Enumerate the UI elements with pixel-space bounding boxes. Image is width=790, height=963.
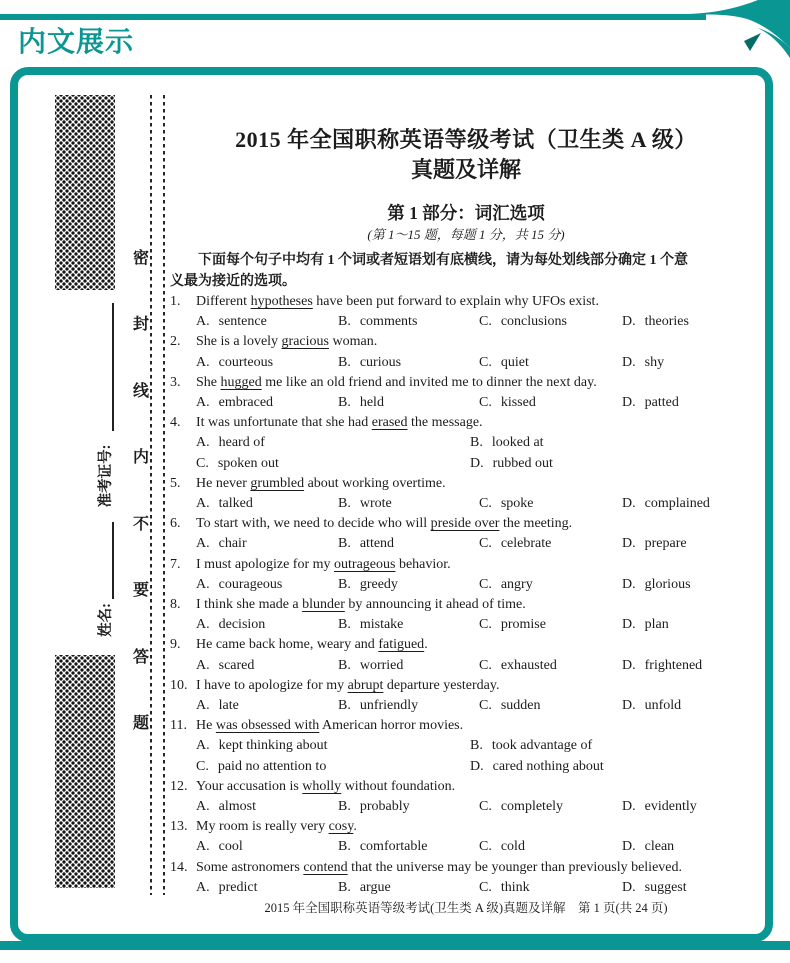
option-text: shy — [644, 354, 665, 370]
option — [338, 837, 479, 857]
option-letter: D. — [622, 395, 636, 411]
option-letter: A. — [196, 879, 210, 895]
option-text: kissed — [500, 395, 536, 411]
option — [338, 797, 479, 817]
option-letter: A. — [196, 657, 210, 673]
options — [170, 656, 762, 676]
question-number: 3. — [170, 374, 181, 390]
option — [338, 393, 479, 413]
option-text: worried — [359, 657, 404, 673]
option-text: frightened — [644, 657, 703, 673]
option-text: cold — [500, 839, 525, 855]
option — [622, 312, 762, 332]
question-number: 6. — [170, 516, 181, 532]
option-letter: C. — [479, 496, 492, 512]
question — [170, 555, 762, 595]
underlined-word: hypotheses — [250, 294, 313, 309]
option-text: curious — [359, 354, 402, 370]
underlined-word: abrupt — [347, 677, 384, 693]
option-letter: A. — [196, 395, 210, 411]
section-note: (第 1～15 题，每题 1 分，共 15 分) — [367, 227, 565, 242]
option-letter: B. — [338, 617, 351, 633]
option-letter: C. — [479, 536, 492, 552]
question — [170, 332, 762, 372]
option — [196, 696, 338, 716]
options — [170, 393, 762, 413]
question-sentence: She hugged me like an old friend and invited me to dinner the next day. — [196, 374, 597, 390]
option-letter: D. — [470, 758, 484, 774]
option-text: evidently — [644, 799, 697, 815]
option-text: comfortable — [359, 839, 428, 855]
option-text: predict — [218, 879, 258, 895]
question-number: 8. — [170, 597, 181, 613]
option-text: comments — [359, 314, 418, 330]
option-letter: A. — [196, 536, 210, 552]
option-text: decision — [218, 617, 266, 633]
option-letter: B. — [338, 354, 351, 370]
option — [338, 494, 479, 514]
option-letter: C. — [479, 314, 492, 330]
question-sentence: He never grumbled about working overtime. — [196, 475, 446, 491]
option-text: spoke — [500, 496, 534, 512]
option-letter: A. — [196, 799, 210, 815]
option-text: complained — [644, 496, 710, 512]
option-letter: A. — [196, 496, 210, 512]
option-letter: C. — [479, 879, 492, 895]
question — [170, 413, 762, 474]
option-text: talked — [218, 496, 253, 512]
option-letter: C. — [196, 758, 209, 774]
question — [170, 858, 762, 898]
option-letter: B. — [338, 536, 351, 552]
option — [479, 615, 622, 635]
option-text: unfold — [644, 698, 682, 714]
option — [622, 575, 762, 595]
security-pattern-top — [55, 95, 115, 290]
page-label: 内文展示 — [18, 26, 135, 57]
option — [196, 433, 470, 453]
seal-char: 密 — [132, 250, 149, 267]
options — [170, 736, 762, 776]
options — [170, 534, 762, 554]
option — [479, 797, 622, 817]
bottom-accent-bar — [0, 941, 790, 950]
option-text: embraced — [218, 395, 274, 411]
option-letter: B. — [338, 657, 351, 673]
question — [170, 817, 762, 857]
section-heading: 第 1 部分：词汇选项 — [387, 203, 545, 223]
option-letter: B. — [338, 496, 351, 512]
option-text: rubbed out — [492, 455, 553, 471]
question-number: 11. — [170, 718, 187, 734]
question-number: 9. — [170, 637, 181, 653]
option — [196, 454, 470, 474]
option — [479, 837, 622, 857]
options — [170, 575, 762, 595]
option-letter: D. — [622, 496, 636, 512]
option-letter: C. — [479, 617, 492, 633]
option-letter: B. — [338, 576, 351, 592]
option-letter: C. — [479, 799, 492, 815]
option-text: courteous — [218, 354, 274, 370]
option — [622, 494, 762, 514]
option-text: took advantage of — [491, 738, 593, 754]
option — [196, 736, 470, 756]
option-text: heard of — [218, 435, 265, 451]
option-letter: D. — [622, 657, 636, 673]
option-text: sudden — [500, 698, 541, 714]
option-text: cool — [218, 839, 243, 855]
option-letter: D. — [622, 314, 636, 330]
question-sentence: She is a lovely gracious woman. — [196, 334, 378, 350]
question — [170, 373, 762, 413]
question-sentence: To start with, we need to decide who will preside over the meeting. — [196, 516, 573, 532]
page-footer: 2015 年全国职称英语等级考试(卫生类 A 级)真题及详解 第 1 页(共 24 页) — [264, 901, 668, 916]
option-letter: C. — [479, 698, 492, 714]
option-text: think — [500, 879, 530, 895]
option — [479, 353, 622, 373]
underlined-word: cosy — [328, 819, 354, 835]
question-sentence: Some astronomers contend that the universe may be younger than previously believed. — [196, 859, 683, 875]
option-text: prepare — [644, 536, 687, 552]
option-letter: D. — [622, 698, 636, 714]
underlined-word: blunder — [302, 597, 345, 613]
option-text: argue — [359, 879, 391, 895]
option — [479, 312, 622, 332]
option — [479, 878, 622, 898]
option — [338, 575, 479, 595]
option — [196, 615, 338, 635]
instructions-line-1: 下面每个句子中均有 1 个词或者短语划有底横线，请为每处划线部分确定 1 个意 — [198, 253, 688, 268]
option-letter: A. — [196, 698, 210, 714]
option-text: cared nothing about — [492, 758, 604, 774]
option — [622, 393, 762, 413]
options — [170, 837, 762, 857]
question — [170, 676, 762, 716]
questions — [170, 292, 762, 898]
options — [170, 353, 762, 373]
question-sentence: I have to apologize for my abrupt departure yesterday. — [196, 677, 500, 693]
option — [470, 736, 762, 756]
options — [170, 494, 762, 514]
option-text: clean — [644, 839, 675, 855]
options — [170, 878, 762, 898]
option — [196, 837, 338, 857]
option — [338, 312, 479, 332]
question — [170, 292, 762, 332]
option-text: conclusions — [500, 314, 567, 330]
option-letter: D. — [622, 839, 636, 855]
option — [196, 575, 338, 595]
option — [479, 534, 622, 554]
question-sentence: My room is really very cosy. — [196, 819, 357, 835]
option-text: angry — [500, 576, 533, 592]
option-text: quiet — [500, 354, 529, 370]
option — [622, 615, 762, 635]
option-letter: A. — [196, 435, 210, 451]
option — [479, 575, 622, 595]
name-label: 姓名: — [98, 603, 114, 637]
option-letter: C. — [196, 455, 209, 471]
option-text: looked at — [491, 435, 544, 451]
question-sentence: It was unfortunate that she had erased the message. — [196, 415, 483, 431]
option-text: scared — [218, 657, 255, 673]
option — [196, 494, 338, 514]
option — [622, 353, 762, 373]
option — [338, 353, 479, 373]
option-text: celebrate — [500, 536, 552, 552]
option-letter: A. — [196, 738, 210, 754]
option — [470, 433, 762, 453]
option-letter: A. — [196, 354, 210, 370]
question-sentence: I think she made a blunder by announcing it ahead of time. — [196, 597, 526, 613]
question — [170, 595, 762, 635]
exam-title: 2015 年全国职称英语等级考试（卫生类 A 级） — [235, 127, 697, 152]
option-letter: B. — [338, 799, 351, 815]
option-letter: C. — [479, 395, 492, 411]
option-text: glorious — [644, 576, 691, 592]
underlined-word: contend — [303, 859, 348, 875]
option — [196, 878, 338, 898]
option-letter: D. — [622, 536, 636, 552]
option-text: almost — [218, 799, 256, 815]
underlined-word: hugged — [220, 374, 262, 390]
option-letter: C. — [479, 657, 492, 673]
option-text: suggest — [644, 879, 687, 895]
option — [338, 878, 479, 898]
option — [479, 393, 622, 413]
option-letter: D. — [622, 799, 636, 815]
ticket-number-label: 准考证号: — [98, 444, 114, 508]
option-letter: D. — [622, 576, 636, 592]
option-letter: D. — [622, 617, 636, 633]
option — [622, 797, 762, 817]
option-letter: C. — [479, 839, 492, 855]
seal-dashed-line-right — [163, 95, 165, 895]
seal-char: 内 — [132, 449, 149, 467]
exam-sheet — [10, 67, 773, 942]
question — [170, 474, 762, 514]
underlined-word: erased — [371, 415, 408, 431]
option — [622, 534, 762, 554]
seal-char: 封 — [132, 316, 149, 334]
option-letter: B. — [338, 314, 351, 330]
question-number: 14. — [170, 859, 188, 875]
option — [338, 615, 479, 635]
underlined-word: gracious — [281, 334, 329, 350]
option — [622, 696, 762, 716]
option — [196, 656, 338, 676]
option-letter: D. — [622, 354, 636, 370]
option — [338, 534, 479, 554]
option-letter: C. — [479, 354, 492, 370]
option-letter: A. — [196, 576, 210, 592]
option-letter: B. — [338, 395, 351, 411]
option-letter: B. — [470, 738, 483, 754]
question-number: 5. — [170, 475, 181, 491]
question-number: 13. — [170, 819, 188, 835]
option-letter: A. — [196, 617, 210, 633]
question — [170, 777, 762, 817]
question-number: 4. — [170, 415, 181, 431]
question-number: 12. — [170, 778, 188, 794]
options — [170, 797, 762, 817]
option — [196, 757, 470, 777]
option — [622, 837, 762, 857]
option — [196, 312, 338, 332]
option-text: kept thinking about — [218, 738, 328, 754]
option-letter: D. — [470, 455, 484, 471]
seal-char: 题 — [132, 714, 149, 732]
question-sentence: I must apologize for my outrageous behavior. — [196, 556, 451, 572]
option-text: chair — [218, 536, 247, 552]
option-text: spoken out — [217, 455, 279, 471]
option-text: held — [359, 395, 384, 411]
options — [170, 433, 762, 473]
seal-char: 线 — [132, 382, 149, 400]
underlined-word: was obsessed with — [215, 718, 320, 734]
option-text: attend — [359, 536, 395, 552]
option — [470, 757, 762, 777]
option — [338, 656, 479, 676]
option — [196, 353, 338, 373]
question — [170, 635, 762, 675]
option-letter: B. — [338, 698, 351, 714]
underlined-word: grumbled — [250, 475, 305, 491]
seal-char: 答 — [132, 648, 149, 666]
seal-char: 不 — [132, 515, 149, 533]
option-text: theories — [644, 314, 689, 330]
option — [470, 454, 762, 474]
option-text: promise — [500, 617, 546, 633]
underlined-word: preside over — [430, 516, 500, 532]
option — [196, 393, 338, 413]
option-letter: B. — [338, 879, 351, 895]
option-letter: C. — [479, 576, 492, 592]
option — [479, 494, 622, 514]
option-text: completely — [500, 799, 564, 815]
option-text: greedy — [359, 576, 398, 592]
question-sentence: Your accusation is wholly without foundation. — [196, 778, 456, 794]
option — [622, 878, 762, 898]
option — [196, 797, 338, 817]
instructions-line-2: 义最为接近的选项。 — [170, 273, 296, 289]
underlined-word: wholly — [302, 778, 342, 794]
option-text: probably — [359, 799, 410, 815]
exam-subtitle: 真题及详解 — [410, 157, 521, 182]
option-text: wrote — [359, 496, 392, 512]
question-number: 10. — [170, 677, 188, 693]
option-text: mistake — [359, 617, 404, 633]
option-text: plan — [644, 617, 669, 633]
option-letter: A. — [196, 314, 210, 330]
corner-fold-icon — [688, 0, 790, 62]
option-text: exhausted — [500, 657, 557, 673]
underlined-word: outrageous — [334, 556, 396, 572]
question-sentence: He was obsessed with American horror movies. — [196, 718, 464, 734]
question — [170, 716, 762, 777]
option-text: patted — [644, 395, 679, 411]
option-letter: D. — [622, 879, 636, 895]
option — [196, 534, 338, 554]
seal-text-column — [130, 245, 152, 733]
options — [170, 696, 762, 716]
question-number: 1. — [170, 294, 181, 309]
options — [170, 312, 762, 332]
option-text: paid no attention to — [217, 758, 327, 774]
option-letter: A. — [196, 839, 210, 855]
option-text: courageous — [218, 576, 283, 592]
question-sentence: Different hypotheses have been put forward to explain why UFOs exist. — [196, 294, 599, 309]
option — [338, 696, 479, 716]
option-letter: B. — [470, 435, 483, 451]
question-sentence: He came back home, weary and fatigued. — [196, 637, 428, 653]
seal-dashed-line-left — [150, 95, 152, 895]
underlined-word: fatigued — [378, 637, 425, 653]
option-text: unfriendly — [359, 698, 419, 714]
option — [479, 656, 622, 676]
instructions — [170, 251, 762, 292]
seal-char: 要 — [132, 582, 149, 600]
question — [170, 514, 762, 554]
security-pattern-bottom — [55, 655, 115, 888]
option-text: sentence — [218, 314, 267, 330]
question-number: 7. — [170, 556, 181, 572]
option — [622, 656, 762, 676]
question-number: 2. — [170, 334, 181, 350]
exam-content — [170, 75, 762, 918]
option-letter: B. — [338, 839, 351, 855]
option — [479, 696, 622, 716]
options — [170, 615, 762, 635]
option-text: late — [218, 698, 239, 714]
